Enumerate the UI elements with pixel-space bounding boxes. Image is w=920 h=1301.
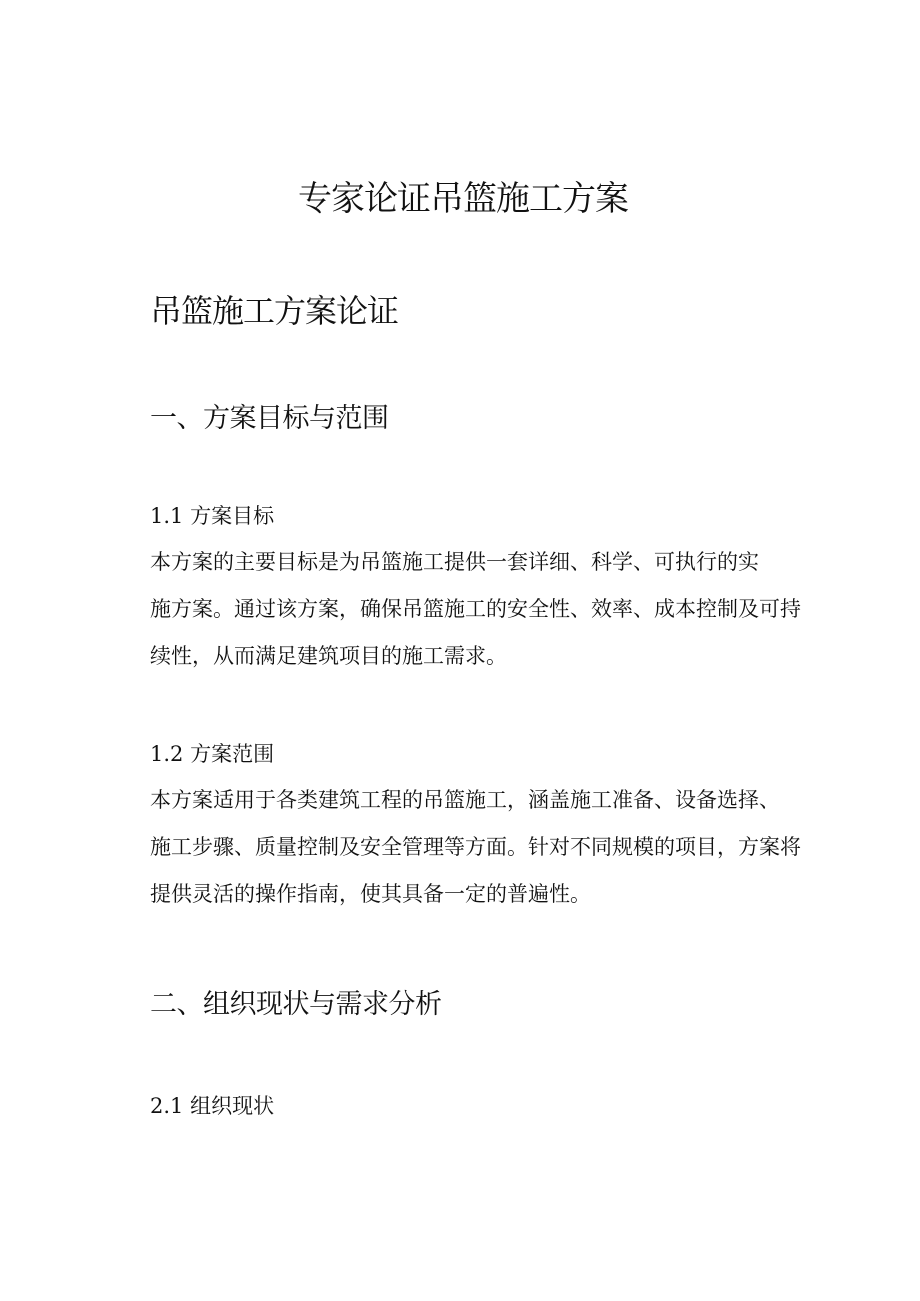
paragraph-line: 施方案。通过该方案，确保吊篮施工的安全性、效率、成本控制及可持: [150, 597, 801, 621]
paragraph-line: 续性，从而满足建筑项目的施工需求。: [150, 644, 507, 668]
subsection-heading-1-1: 1.1 方案目标: [150, 504, 275, 528]
paragraph-1-2: [150, 777, 834, 918]
paragraph-line: 施工步骤、质量控制及安全管理等方面。针对不同规模的项目，方案将: [150, 835, 801, 859]
paragraph-1-1: [150, 539, 834, 680]
document-subtitle: 吊篮施工方案论证: [150, 292, 399, 330]
subsection-heading-2-1: 2.1 组织现状: [150, 1094, 275, 1118]
section-heading-1: 一、方案目标与范围: [150, 403, 389, 434]
subsection-heading-1-2: 1.2 方案范围: [150, 742, 275, 766]
paragraph-line: 本方案适用于各类建筑工程的吊篮施工，涵盖施工准备、设备选择、: [150, 788, 780, 812]
document-title: 专家论证吊篮施工方案: [298, 179, 628, 219]
paragraph-line: 提供灵活的操作指南，使其具备一定的普遍性。: [150, 882, 591, 906]
paragraph-line: 本方案的主要目标是为吊篮施工提供一套详细、科学、可执行的实: [150, 550, 759, 574]
section-heading-2: 二、组织现状与需求分析: [150, 989, 442, 1020]
